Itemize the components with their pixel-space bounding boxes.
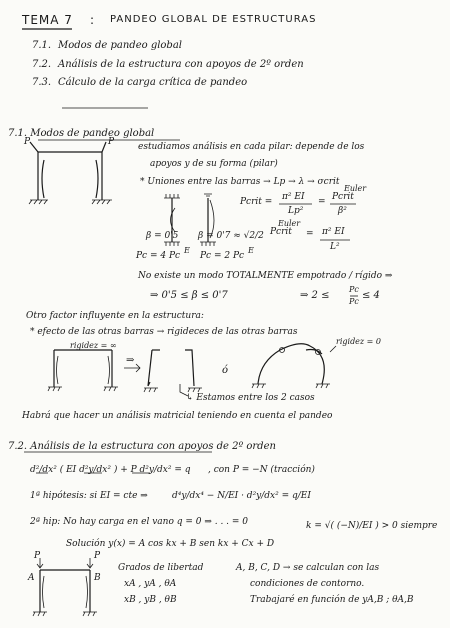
pc-case-2: Pc = 2 Pc xyxy=(200,251,245,261)
pe-lhs-sup: Euler xyxy=(278,219,301,228)
pc-case-2-sup: E xyxy=(248,246,254,255)
pe-lhs: Pcrit xyxy=(270,227,292,237)
toc-text-2: Análisis de la estructura con apoyos de 2º orden xyxy=(58,59,304,70)
load-label-pb: P xyxy=(94,551,101,561)
page-title: PANDEO GLOBAL DE ESTRUCTURAS xyxy=(110,14,317,25)
node-label-b: B xyxy=(94,573,101,583)
tema-number: TEMA 7 xyxy=(22,13,73,27)
pe-equals: = xyxy=(306,229,314,239)
pc-case-1: Pc = 4 Pc xyxy=(136,251,181,261)
pcrit-denominator: Lp² xyxy=(288,206,304,216)
toc-num-3: 7.3. xyxy=(32,77,52,88)
toc-num-1: 7.1. xyxy=(32,40,52,51)
node-label-a: A xyxy=(28,573,35,583)
bullet-uniones: * Uniones entre las barras → Lp → λ → σcrit xyxy=(140,177,340,187)
hypothesis-1: 1ª hipótesis: si EI = cte ⇒ xyxy=(30,491,148,501)
header-separator: : xyxy=(90,13,96,27)
rigidez-infinita: rigidez = ∞ xyxy=(70,341,117,350)
section-72-heading: 7.2. Análisis de la estructura con apoyos de 2º orden xyxy=(8,441,276,452)
bullet-efecto: * efecto de las otras barras → rigideces de las otras barras xyxy=(30,327,298,337)
equilibrium-condition: , con P = −N (tracción) xyxy=(208,465,315,475)
toc-text-1: Modos de pandeo global xyxy=(58,40,182,51)
estamos-note: ↳ Estamos entre los 2 casos xyxy=(186,393,315,403)
pcrit-lhs: Pcrit = xyxy=(240,197,273,207)
rigid-frame-sketch xyxy=(48,350,118,391)
abcd-line-2: condiciones de contorno. xyxy=(250,579,365,589)
no-existe-line: No existe un modo TOTALMENTE empotrado / rígido ⇒ xyxy=(138,271,393,281)
bracket-sketch xyxy=(144,350,202,392)
pcrit-numerator: π² EI xyxy=(282,192,305,202)
or-word: ó xyxy=(222,365,229,376)
pe-denominator: L² xyxy=(330,242,340,252)
desc-line-1: estudiamos análisis en cada pilar: depende de los xyxy=(138,142,365,152)
ratio-den: Pc xyxy=(349,297,359,306)
beta-case-2: β = 0'7 ≈ √2/2 xyxy=(198,231,264,241)
grados-a: xA , yA , θA xyxy=(124,579,177,589)
ratio-range-lhs: ⇒ 2 ≤ xyxy=(300,290,330,301)
beta-case-1: β = 0'5 xyxy=(146,231,179,241)
pcrit-euler-sup: Euler xyxy=(344,184,367,193)
habra-note: Habrá que hacer un análisis matricial teniendo en cuenta el pandeo xyxy=(22,411,333,421)
desc-line-2: apoyos y de su forma (pilar) xyxy=(150,159,278,169)
pc-case-1-sup: E xyxy=(184,246,190,255)
beta-squared: β² xyxy=(338,206,347,216)
load-label-pa: P xyxy=(34,551,41,561)
ratio-range-rhs: ≤ 4 xyxy=(362,290,380,301)
k-definition: k = √( (−N)/EI ) > 0 siempre xyxy=(306,521,438,531)
equals-1: = xyxy=(318,197,326,207)
toc-text-3: Cálculo de la carga crítica de pandeo xyxy=(58,77,248,88)
ratio-num: Pc xyxy=(349,285,359,294)
beta-range: ⇒ 0'5 ≤ β ≤ 0'7 xyxy=(150,290,228,301)
abcd-line-3: Trabajaré en función de yA,B ; θA,B xyxy=(250,595,414,605)
abcd-line-1: A, B, C, D → se calculan con las xyxy=(236,563,380,573)
section-71-heading: 7.1. Modos de pandeo global xyxy=(8,128,155,139)
arrow-implies: ⇒ xyxy=(126,355,135,366)
general-solution: Solución y(x) = A cos kx + B sen kx + Cx + D xyxy=(66,539,275,549)
pcrit-euler: Pcrit xyxy=(332,192,354,202)
curved-frame-sketch xyxy=(252,344,330,388)
otro-factor: Otro factor influyente en la estructura: xyxy=(26,311,204,321)
load-label-p2: P xyxy=(108,137,115,147)
load-label-p1: P xyxy=(24,137,31,147)
hypothesis-2: 2ª hip: No hay carga en el vano q = 0 ⇒ . . . = 0 xyxy=(30,517,249,527)
grados-b: xB , yB , θB xyxy=(124,595,177,605)
pe-numerator: π² EI xyxy=(322,227,345,237)
grados-heading: Grados de libertad xyxy=(118,563,204,573)
frame-sketch-71 xyxy=(29,142,112,204)
rigidez-cero: rigidez = 0 xyxy=(336,337,382,346)
frame-sketch-72 xyxy=(33,558,97,616)
equilibrium-equation: d²/dx² ( EI d²y/dx² ) + P d²y/dx² = q xyxy=(30,465,191,475)
toc-num-2: 7.2. xyxy=(32,59,52,70)
hypothesis-1-equation: d⁴y/dx⁴ − N/EI · d²y/dx² = q/EI xyxy=(172,491,311,501)
